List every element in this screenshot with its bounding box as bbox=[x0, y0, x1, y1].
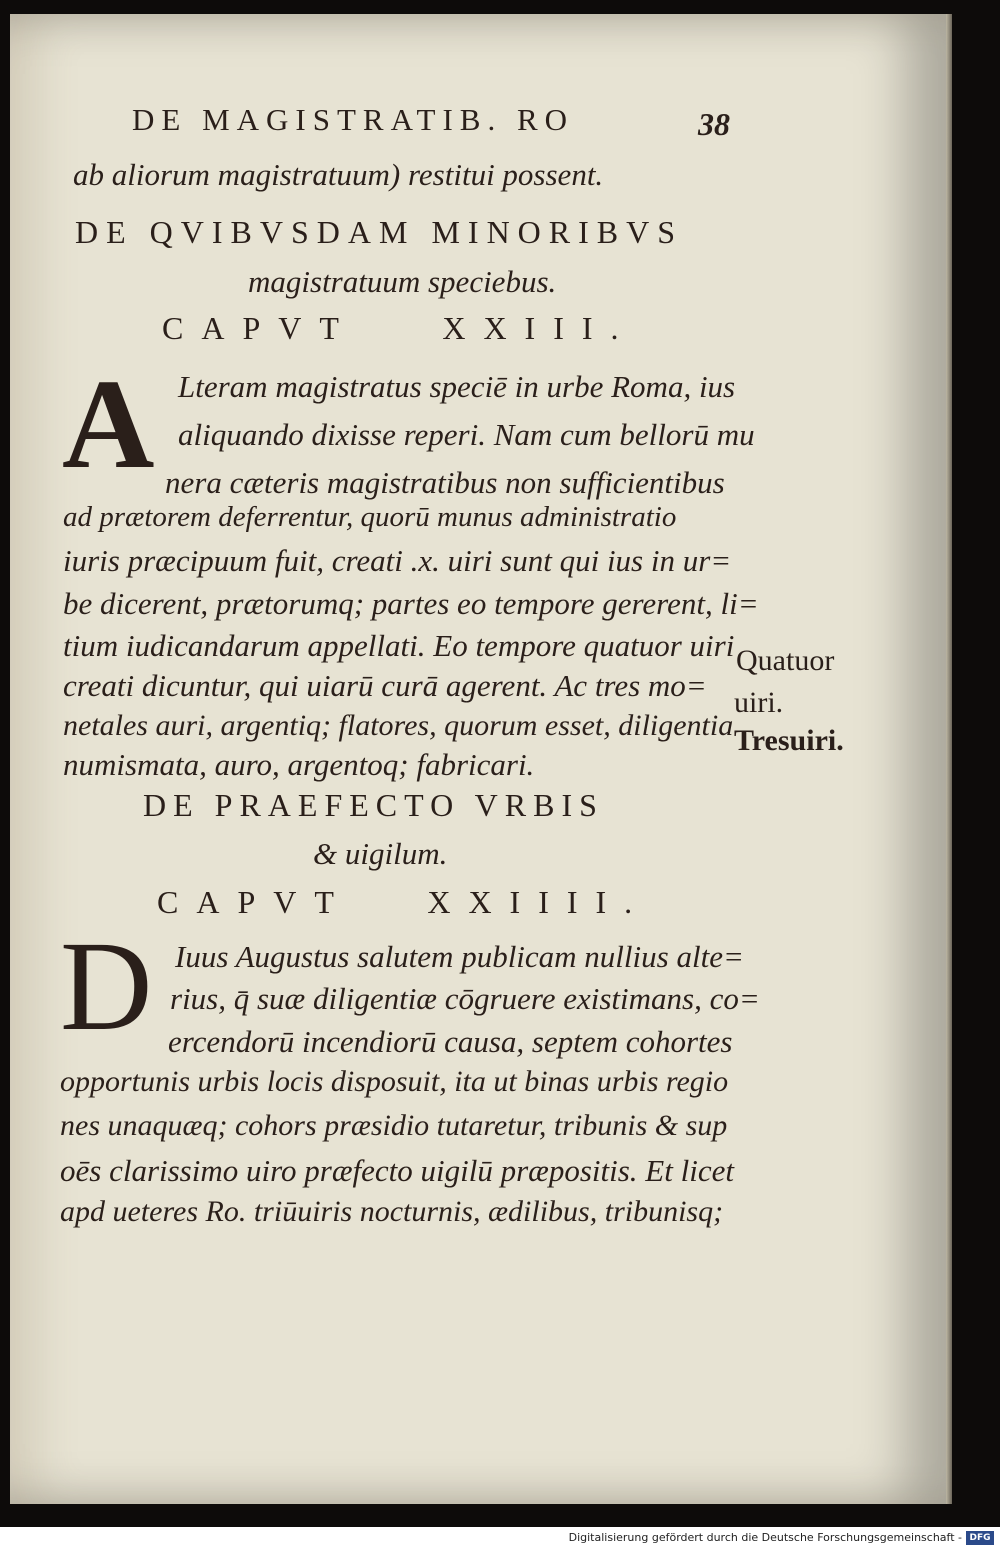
section1-line: tium iudicandarum appellati. Eo tempore quatuor uiri bbox=[63, 628, 735, 663]
dfg-logo: DFG bbox=[966, 1531, 994, 1545]
section1-line: iuris præcipuum fuit, creati .x. uiri sunt qui ius in ur= bbox=[63, 543, 732, 578]
section2-chapter: CAPVT XXIIII. bbox=[157, 884, 651, 920]
section1-chapter: CAPVT XXIII. bbox=[162, 310, 637, 346]
first-line: ab aliorum magistratuum) restitui possent. bbox=[73, 157, 604, 192]
section2-line: nes unaquæq; cohors præsidio tutaretur, tribunis & sup bbox=[60, 1109, 728, 1142]
page-number: 38 bbox=[698, 106, 730, 142]
running-head-title: DE MAGISTRATIB. RO bbox=[132, 102, 575, 137]
footer-bar bbox=[0, 1527, 1000, 1549]
section2-dropcap: D bbox=[60, 915, 153, 1057]
section1-dropcap: A bbox=[62, 353, 155, 495]
section1-subheading: magistratuum speciebus. bbox=[248, 264, 557, 299]
marginal-note-quatuor: Quatuor bbox=[736, 644, 835, 677]
section1-line: nera cæteris magistratibus non sufficientibus bbox=[165, 465, 725, 500]
marginal-note-tresuiri: Tresuiri. bbox=[734, 724, 844, 757]
footer-credit: Digitalisierung gefördert durch die Deutsche Forschungsgemeinschaft - bbox=[568, 1531, 962, 1544]
section2-line: oēs clarissimo uiro præfecto uigilū præpositis. Et licet bbox=[60, 1153, 734, 1188]
section2-line: apd ueteres Ro. triūuiris nocturnis, ædilibus, tribunisq; bbox=[60, 1195, 724, 1228]
section2-line: Iuus Augustus salutem publicam nullius alte= bbox=[175, 939, 744, 974]
section1-line: ad prætorem deferrentur, quorū munus administratio bbox=[63, 501, 677, 533]
section2-subheading: & uigilum. bbox=[313, 836, 448, 871]
section2-line: ercendorū incendiorū causa, septem cohortes bbox=[168, 1024, 733, 1059]
marginal-note-uiri: uiri. bbox=[734, 686, 784, 719]
section2-line: opportunis urbis locis disposuit, ita ut binas urbis regio bbox=[60, 1065, 729, 1098]
section1-line: creati dicuntur, qui uiarū curā agerent. Ac tres mo= bbox=[63, 668, 707, 703]
section1-line: numismata, auro, argentoq; fabricari. bbox=[63, 747, 535, 782]
page-fore-edge bbox=[946, 14, 952, 1504]
section1-line: Lteram magistratus speciē in urbe Roma, ius bbox=[178, 369, 736, 404]
section1-heading: DE QVIBVSDAM MINORIBVS bbox=[75, 214, 684, 250]
section1-line: be dicerent, prætorumq; partes eo tempore gererent, li= bbox=[63, 586, 759, 621]
book-page bbox=[10, 14, 946, 1504]
section1-line: aliquando dixisse reperi. Nam cum bellorū mu bbox=[178, 417, 755, 452]
section2-line: rius, q̄ suæ diligentiæ cōgruere existimans, co= bbox=[170, 981, 760, 1016]
section2-heading: DE PRAEFECTO VRBIS bbox=[143, 787, 604, 823]
section1-line: netales auri, argentiq; flatores, quorum esset, diligentia bbox=[63, 709, 734, 742]
